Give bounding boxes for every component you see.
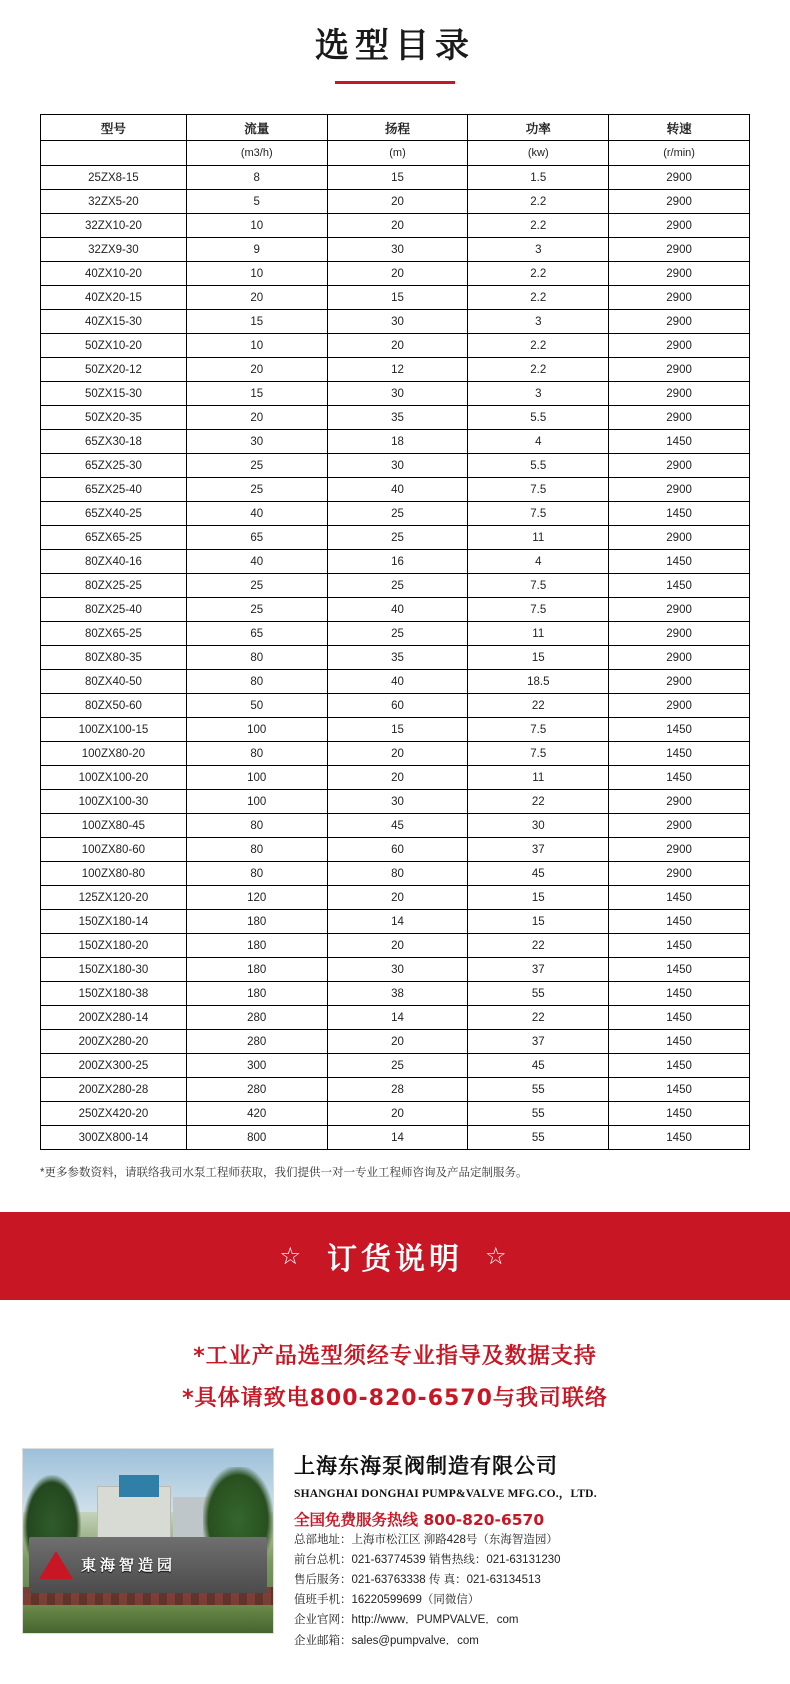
cell-value: 1450	[609, 958, 750, 982]
table-row	[41, 646, 750, 670]
table-head	[41, 115, 750, 166]
cell-model: 32ZX9-30	[41, 238, 187, 262]
cell-value: 100	[186, 790, 327, 814]
page-title: 选型目录	[315, 26, 475, 66]
cell-value: 80	[327, 862, 468, 886]
cell-model: 250ZX420-20	[41, 1102, 187, 1126]
cell-model: 200ZX280-28	[41, 1078, 187, 1102]
cell-value: 1450	[609, 1054, 750, 1078]
cell-model: 200ZX280-20	[41, 1030, 187, 1054]
table-row	[41, 694, 750, 718]
cell-value: 2900	[609, 166, 750, 190]
unit-model	[41, 141, 187, 166]
cell-value: 2900	[609, 334, 750, 358]
cell-value: 2900	[609, 454, 750, 478]
cell-value: 20	[186, 358, 327, 382]
cell-value: 3	[468, 238, 609, 262]
cell-value: 50	[186, 694, 327, 718]
red-note-2: *具体请致电800-820-6570与我司联络	[182, 1386, 608, 1412]
table-row	[41, 574, 750, 598]
cell-value: 12	[327, 358, 468, 382]
cell-value: 37	[468, 838, 609, 862]
table-row	[41, 814, 750, 838]
cell-value: 1450	[609, 742, 750, 766]
service-hotline: 全国免费服务热线 800-820-6570	[294, 1510, 545, 1529]
cell-value: 1450	[609, 574, 750, 598]
unit-power: (kw)	[468, 141, 609, 166]
cell-value: 14	[327, 1006, 468, 1030]
cell-model: 80ZX25-40	[41, 598, 187, 622]
cell-value: 30	[327, 790, 468, 814]
cell-value: 180	[186, 982, 327, 1006]
cell-value: 2900	[609, 358, 750, 382]
cell-value: 20	[327, 742, 468, 766]
cell-value: 20	[327, 214, 468, 238]
cell-model: 25ZX8-15	[41, 166, 187, 190]
cell-value: 2.2	[468, 358, 609, 382]
cell-value: 1450	[609, 550, 750, 574]
cell-value: 25	[186, 574, 327, 598]
cell-value: 15	[327, 718, 468, 742]
star-right-icon: ☆	[485, 1242, 511, 1271]
cell-value: 2.2	[468, 334, 609, 358]
photo-roof	[119, 1475, 159, 1497]
table-row	[41, 910, 750, 934]
cell-value: 65	[186, 526, 327, 550]
table-row	[41, 286, 750, 310]
cell-model: 65ZX40-25	[41, 502, 187, 526]
contact-line-mobile: 值班手机：16220599699（同微信）	[294, 1594, 480, 1607]
cell-value: 80	[186, 742, 327, 766]
header-row	[41, 115, 750, 141]
table-row	[41, 598, 750, 622]
cell-model: 80ZX25-25	[41, 574, 187, 598]
cell-value: 65	[186, 622, 327, 646]
table-row	[41, 1078, 750, 1102]
table-row	[41, 622, 750, 646]
cell-value: 7.5	[468, 574, 609, 598]
cell-value: 55	[468, 1126, 609, 1150]
footer-section	[0, 1448, 790, 1669]
cell-value: 2900	[609, 262, 750, 286]
cell-value: 2.2	[468, 286, 609, 310]
cell-model: 40ZX15-30	[41, 310, 187, 334]
cell-model: 150ZX180-20	[41, 934, 187, 958]
cell-value: 20	[327, 766, 468, 790]
cell-value: 1450	[609, 886, 750, 910]
contact-line-address: 总部地址：上海市松江区 泖路428号（东海智造园）	[294, 1533, 558, 1546]
cell-value: 420	[186, 1102, 327, 1126]
cell-value: 2.2	[468, 214, 609, 238]
cell-value: 80	[186, 670, 327, 694]
cell-value: 55	[468, 982, 609, 1006]
cell-value: 100	[186, 718, 327, 742]
table-row	[41, 310, 750, 334]
cell-value: 37	[468, 1030, 609, 1054]
unit-head: (m)	[327, 141, 468, 166]
cell-model: 80ZX40-50	[41, 670, 187, 694]
table-row	[41, 1102, 750, 1126]
cell-value: 20	[327, 1102, 468, 1126]
cell-value: 20	[186, 406, 327, 430]
cell-value: 18	[327, 430, 468, 454]
cell-model: 32ZX10-20	[41, 214, 187, 238]
cell-value: 20	[327, 190, 468, 214]
contact-line-switchboard: 前台总机：021-63774539 销售热线：021-63131230	[294, 1554, 561, 1567]
cell-value: 15	[468, 910, 609, 934]
cell-value: 35	[327, 646, 468, 670]
cell-value: 30	[468, 814, 609, 838]
cell-value: 25	[327, 502, 468, 526]
cell-value: 15	[327, 286, 468, 310]
cell-value: 30	[327, 454, 468, 478]
cell-value: 25	[327, 526, 468, 550]
cell-value: 25	[186, 478, 327, 502]
cell-value: 60	[327, 694, 468, 718]
table-row	[41, 190, 750, 214]
cell-value: 2900	[609, 814, 750, 838]
cell-model: 50ZX10-20	[41, 334, 187, 358]
cell-model: 65ZX25-40	[41, 478, 187, 502]
cell-value: 30	[327, 958, 468, 982]
cell-value: 100	[186, 766, 327, 790]
cell-value: 180	[186, 934, 327, 958]
cell-model: 100ZX80-80	[41, 862, 187, 886]
order-instructions-banner	[0, 1212, 790, 1300]
table-row	[41, 262, 750, 286]
table-row	[41, 334, 750, 358]
cell-value: 45	[468, 862, 609, 886]
cell-value: 5.5	[468, 406, 609, 430]
cell-value: 120	[186, 886, 327, 910]
spec-table-container	[0, 84, 790, 1150]
cell-value: 1450	[609, 910, 750, 934]
table-row	[41, 958, 750, 982]
col-header-head: 扬程	[327, 115, 468, 141]
cell-value: 10	[186, 262, 327, 286]
table-row	[41, 526, 750, 550]
cell-value: 2.2	[468, 190, 609, 214]
cell-value: 30	[327, 382, 468, 406]
unit-speed: (r/min)	[609, 141, 750, 166]
table-note: *更多参数资料，请联络我司水泵工程师获取，我们提供一对一专业工程师咨询及产品定制服务。	[40, 1167, 528, 1179]
cell-model: 100ZX100-15	[41, 718, 187, 742]
cell-value: 20	[327, 1030, 468, 1054]
factory-photo	[22, 1448, 274, 1634]
col-header-speed: 转速	[609, 115, 750, 141]
cell-value: 2900	[609, 790, 750, 814]
cell-value: 40	[327, 598, 468, 622]
cell-value: 35	[327, 406, 468, 430]
cell-value: 15	[327, 166, 468, 190]
cell-model: 150ZX180-14	[41, 910, 187, 934]
cell-model: 150ZX180-30	[41, 958, 187, 982]
cell-value: 280	[186, 1006, 327, 1030]
cell-value: 15	[468, 886, 609, 910]
cell-value: 14	[327, 1126, 468, 1150]
table-row	[41, 550, 750, 574]
cell-value: 45	[468, 1054, 609, 1078]
table-row	[41, 166, 750, 190]
cell-value: 37	[468, 958, 609, 982]
table-row	[41, 382, 750, 406]
cell-value: 2900	[609, 406, 750, 430]
cell-value: 2900	[609, 646, 750, 670]
table-row	[41, 1054, 750, 1078]
red-note-1: *工业产品选型须经专业指导及数据支持	[193, 1344, 597, 1370]
col-header-power: 功率	[468, 115, 609, 141]
cell-value: 5	[186, 190, 327, 214]
table-row	[41, 430, 750, 454]
cell-value: 2.2	[468, 262, 609, 286]
cell-value: 20	[327, 934, 468, 958]
table-row	[41, 478, 750, 502]
cell-value: 1450	[609, 1030, 750, 1054]
cell-value: 11	[468, 622, 609, 646]
cell-value: 25	[186, 598, 327, 622]
cell-value: 2900	[609, 238, 750, 262]
cell-value: 40	[327, 478, 468, 502]
cell-value: 2900	[609, 310, 750, 334]
cell-value: 2900	[609, 862, 750, 886]
cell-value: 25	[327, 574, 468, 598]
table-body	[41, 166, 750, 1150]
contact-line-email: 企业邮箱：sales@pumpvalve．com	[294, 1634, 479, 1647]
cell-value: 55	[468, 1078, 609, 1102]
cell-model: 100ZX80-60	[41, 838, 187, 862]
cell-value: 18.5	[468, 670, 609, 694]
spec-table	[40, 114, 750, 1150]
photo-caption: 東海智造园	[81, 1556, 177, 1575]
cell-value: 30	[327, 310, 468, 334]
cell-model: 125ZX120-20	[41, 886, 187, 910]
cell-value: 7.5	[468, 502, 609, 526]
table-row	[41, 838, 750, 862]
cell-value: 1450	[609, 430, 750, 454]
table-row	[41, 1030, 750, 1054]
cell-value: 1450	[609, 502, 750, 526]
cell-model: 32ZX5-20	[41, 190, 187, 214]
company-logo-icon	[39, 1549, 73, 1581]
red-notes-section	[0, 1300, 790, 1448]
cell-model: 200ZX300-25	[41, 1054, 187, 1078]
cell-value: 1450	[609, 1102, 750, 1126]
cell-value: 20	[327, 262, 468, 286]
cell-value: 40	[186, 550, 327, 574]
contact-line-website: 企业官网：http://www．PUMPVALVE．com	[294, 1614, 519, 1627]
cell-value: 1450	[609, 1006, 750, 1030]
cell-model: 200ZX280-14	[41, 1006, 187, 1030]
cell-value: 2900	[609, 526, 750, 550]
cell-value: 2900	[609, 190, 750, 214]
table-row	[41, 718, 750, 742]
cell-value: 14	[327, 910, 468, 934]
cell-value: 25	[186, 454, 327, 478]
cell-model: 40ZX10-20	[41, 262, 187, 286]
cell-value: 1450	[609, 766, 750, 790]
contact-block	[294, 1448, 768, 1651]
cell-value: 2900	[609, 838, 750, 862]
table-row	[41, 1126, 750, 1150]
cell-value: 38	[327, 982, 468, 1006]
cell-value: 3	[468, 382, 609, 406]
table-row	[41, 502, 750, 526]
cell-value: 2900	[609, 214, 750, 238]
cell-value: 2900	[609, 694, 750, 718]
cell-value: 7.5	[468, 598, 609, 622]
cell-value: 5.5	[468, 454, 609, 478]
cell-value: 22	[468, 790, 609, 814]
contact-line-aftersales: 售后服务：021-63763338 传 真：021-63134513	[294, 1574, 541, 1587]
banner-title: 订货说明	[327, 1242, 463, 1278]
cell-value: 20	[327, 886, 468, 910]
cell-model: 80ZX50-60	[41, 694, 187, 718]
cell-value: 2900	[609, 286, 750, 310]
col-header-model: 型号	[41, 115, 187, 141]
cell-value: 1450	[609, 718, 750, 742]
cell-value: 2900	[609, 598, 750, 622]
cell-value: 280	[186, 1078, 327, 1102]
company-name-en: SHANGHAI DONGHAI PUMP&VALVE MFG.CO.，LTD.	[294, 1487, 597, 1500]
cell-value: 60	[327, 838, 468, 862]
title-section	[0, 0, 790, 84]
table-row	[41, 406, 750, 430]
cell-value: 2900	[609, 478, 750, 502]
cell-value: 4	[468, 550, 609, 574]
cell-value: 10	[186, 214, 327, 238]
cell-value: 1450	[609, 1126, 750, 1150]
cell-value: 7.5	[468, 478, 609, 502]
cell-value: 80	[186, 646, 327, 670]
cell-value: 45	[327, 814, 468, 838]
cell-value: 30	[186, 430, 327, 454]
cell-value: 22	[468, 1006, 609, 1030]
cell-model: 80ZX80-35	[41, 646, 187, 670]
table-row	[41, 766, 750, 790]
cell-value: 22	[468, 934, 609, 958]
cell-value: 15	[468, 646, 609, 670]
cell-value: 15	[186, 310, 327, 334]
cell-value: 40	[186, 502, 327, 526]
cell-value: 7.5	[468, 742, 609, 766]
cell-value: 80	[186, 814, 327, 838]
cell-value: 25	[327, 1054, 468, 1078]
table-row	[41, 454, 750, 478]
cell-value: 28	[327, 1078, 468, 1102]
cell-value: 20	[186, 286, 327, 310]
cell-model: 50ZX15-30	[41, 382, 187, 406]
table-row	[41, 934, 750, 958]
cell-model: 40ZX20-15	[41, 286, 187, 310]
company-name-cn: 上海东海泵阀制造有限公司	[294, 1453, 558, 1478]
cell-model: 50ZX20-35	[41, 406, 187, 430]
cell-value: 3	[468, 310, 609, 334]
cell-value: 20	[327, 334, 468, 358]
table-row	[41, 886, 750, 910]
table-row	[41, 238, 750, 262]
table-row	[41, 862, 750, 886]
cell-value: 80	[186, 862, 327, 886]
cell-model: 65ZX30-18	[41, 430, 187, 454]
cell-value: 2900	[609, 670, 750, 694]
unit-flow: (m3/h)	[186, 141, 327, 166]
cell-model: 100ZX100-20	[41, 766, 187, 790]
cell-value: 1.5	[468, 166, 609, 190]
cell-value: 11	[468, 766, 609, 790]
table-row	[41, 670, 750, 694]
cell-value: 22	[468, 694, 609, 718]
cell-value: 9	[186, 238, 327, 262]
cell-value: 1450	[609, 982, 750, 1006]
cell-value: 10	[186, 334, 327, 358]
cell-model: 150ZX180-38	[41, 982, 187, 1006]
cell-value: 11	[468, 526, 609, 550]
unit-row	[41, 141, 750, 166]
cell-value: 180	[186, 910, 327, 934]
photo-signage-wall	[29, 1537, 267, 1593]
cell-value: 55	[468, 1102, 609, 1126]
table-row	[41, 742, 750, 766]
cell-model: 80ZX40-16	[41, 550, 187, 574]
cell-value: 180	[186, 958, 327, 982]
cell-model: 65ZX25-30	[41, 454, 187, 478]
cell-value: 1450	[609, 1078, 750, 1102]
cell-value: 25	[327, 622, 468, 646]
cell-value: 800	[186, 1126, 327, 1150]
cell-value: 300	[186, 1054, 327, 1078]
cell-value: 1450	[609, 934, 750, 958]
cell-value: 2900	[609, 382, 750, 406]
star-left-icon: ☆	[279, 1242, 305, 1271]
cell-model: 100ZX80-45	[41, 814, 187, 838]
table-row	[41, 1006, 750, 1030]
cell-model: 300ZX800-14	[41, 1126, 187, 1150]
cell-model: 100ZX100-30	[41, 790, 187, 814]
cell-value: 7.5	[468, 718, 609, 742]
table-row	[41, 790, 750, 814]
col-header-flow: 流量	[186, 115, 327, 141]
cell-model: 65ZX65-25	[41, 526, 187, 550]
cell-model: 100ZX80-20	[41, 742, 187, 766]
cell-value: 15	[186, 382, 327, 406]
cell-value: 4	[468, 430, 609, 454]
table-row	[41, 982, 750, 1006]
cell-value: 280	[186, 1030, 327, 1054]
cell-model: 50ZX20-12	[41, 358, 187, 382]
cell-value: 80	[186, 838, 327, 862]
cell-value: 30	[327, 238, 468, 262]
table-row	[41, 358, 750, 382]
cell-value: 40	[327, 670, 468, 694]
table-row	[41, 214, 750, 238]
cell-value: 16	[327, 550, 468, 574]
cell-value: 8	[186, 166, 327, 190]
cell-value: 2900	[609, 622, 750, 646]
cell-model: 80ZX65-25	[41, 622, 187, 646]
